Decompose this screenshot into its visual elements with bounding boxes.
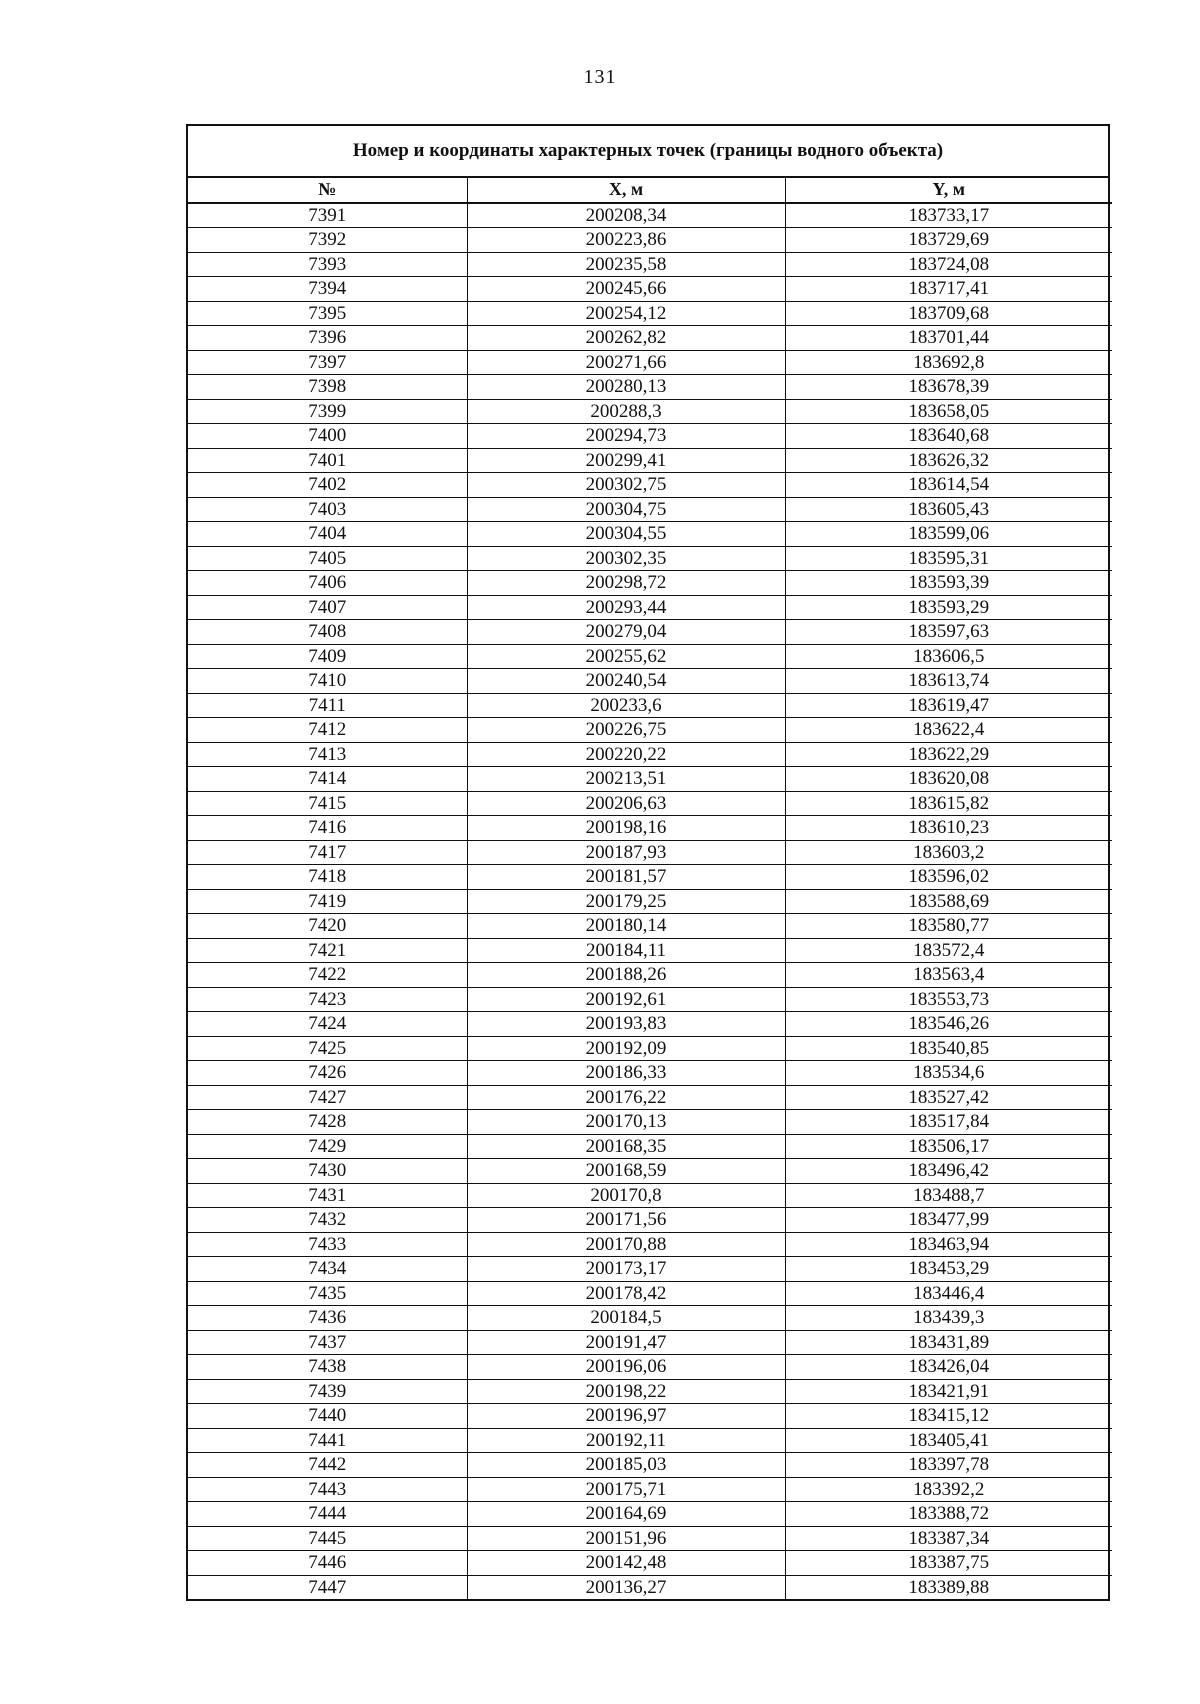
table-row bbox=[188, 1134, 1112, 1159]
cell-point-number: 7409 bbox=[188, 644, 467, 669]
cell-x-coordinate: 200170,88 bbox=[467, 1232, 785, 1257]
cell-point-number: 7427 bbox=[188, 1085, 467, 1110]
page-number: 131 bbox=[583, 66, 617, 88]
cell-point-number: 7431 bbox=[188, 1183, 467, 1208]
cell-point-number: 7403 bbox=[188, 497, 467, 522]
table-row bbox=[188, 1404, 1112, 1429]
table-row bbox=[188, 816, 1112, 841]
table-row bbox=[188, 987, 1112, 1012]
cell-point-number: 7416 bbox=[188, 816, 467, 841]
table-row bbox=[188, 889, 1112, 914]
cell-x-coordinate: 200164,69 bbox=[467, 1502, 785, 1527]
cell-y-coordinate: 183572,4 bbox=[785, 938, 1112, 963]
cell-y-coordinate: 183580,77 bbox=[785, 914, 1112, 939]
cell-x-coordinate: 200179,25 bbox=[467, 889, 785, 914]
cell-x-coordinate: 200175,71 bbox=[467, 1477, 785, 1502]
cell-y-coordinate: 183724,08 bbox=[785, 252, 1112, 277]
cell-x-coordinate: 200184,5 bbox=[467, 1306, 785, 1331]
cell-point-number: 7406 bbox=[188, 571, 467, 596]
coordinates-table bbox=[188, 178, 1112, 1599]
table-row bbox=[188, 1257, 1112, 1282]
table-row bbox=[188, 448, 1112, 473]
cell-x-coordinate: 200142,48 bbox=[467, 1551, 785, 1576]
cell-x-coordinate: 200245,66 bbox=[467, 277, 785, 302]
table-row bbox=[188, 1159, 1112, 1184]
table-row bbox=[188, 1502, 1112, 1527]
cell-point-number: 7394 bbox=[188, 277, 467, 302]
table-row bbox=[188, 620, 1112, 645]
cell-point-number: 7402 bbox=[188, 473, 467, 498]
cell-x-coordinate: 200226,75 bbox=[467, 718, 785, 743]
table-row bbox=[188, 571, 1112, 596]
cell-point-number: 7401 bbox=[188, 448, 467, 473]
table-row bbox=[188, 277, 1112, 302]
cell-point-number: 7441 bbox=[188, 1428, 467, 1453]
cell-point-number: 7412 bbox=[188, 718, 467, 743]
cell-y-coordinate: 183527,42 bbox=[785, 1085, 1112, 1110]
cell-x-coordinate: 200255,62 bbox=[467, 644, 785, 669]
cell-y-coordinate: 183506,17 bbox=[785, 1134, 1112, 1159]
table-title: Номер и координаты характерных точек (границы водного объекта) bbox=[188, 126, 1108, 178]
cell-point-number: 7411 bbox=[188, 693, 467, 718]
table-row bbox=[188, 228, 1112, 253]
cell-x-coordinate: 200302,75 bbox=[467, 473, 785, 498]
cell-point-number: 7447 bbox=[188, 1575, 467, 1599]
table-row bbox=[188, 1061, 1112, 1086]
cell-point-number: 7419 bbox=[188, 889, 467, 914]
cell-x-coordinate: 200184,11 bbox=[467, 938, 785, 963]
cell-y-coordinate: 183606,5 bbox=[785, 644, 1112, 669]
cell-point-number: 7443 bbox=[188, 1477, 467, 1502]
cell-point-number: 7445 bbox=[188, 1526, 467, 1551]
cell-point-number: 7444 bbox=[188, 1502, 467, 1527]
cell-y-coordinate: 183421,91 bbox=[785, 1379, 1112, 1404]
cell-y-coordinate: 183620,08 bbox=[785, 767, 1112, 792]
table-row bbox=[188, 1551, 1112, 1576]
cell-y-coordinate: 183388,72 bbox=[785, 1502, 1112, 1527]
table-row bbox=[188, 473, 1112, 498]
cell-x-coordinate: 200136,27 bbox=[467, 1575, 785, 1599]
table-row bbox=[188, 424, 1112, 449]
cell-x-coordinate: 200193,83 bbox=[467, 1012, 785, 1037]
table-row bbox=[188, 963, 1112, 988]
cell-x-coordinate: 200173,17 bbox=[467, 1257, 785, 1282]
cell-x-coordinate: 200294,73 bbox=[467, 424, 785, 449]
cell-x-coordinate: 200298,72 bbox=[467, 571, 785, 596]
cell-x-coordinate: 200280,13 bbox=[467, 375, 785, 400]
table-row bbox=[188, 1183, 1112, 1208]
cell-y-coordinate: 183496,42 bbox=[785, 1159, 1112, 1184]
cell-point-number: 7391 bbox=[188, 203, 467, 228]
cell-y-coordinate: 183593,39 bbox=[785, 571, 1112, 596]
cell-y-coordinate: 183392,2 bbox=[785, 1477, 1112, 1502]
cell-point-number: 7405 bbox=[188, 546, 467, 571]
cell-y-coordinate: 183599,06 bbox=[785, 522, 1112, 547]
cell-x-coordinate: 200151,96 bbox=[467, 1526, 785, 1551]
table-body bbox=[188, 203, 1112, 1600]
cell-y-coordinate: 183517,84 bbox=[785, 1110, 1112, 1135]
cell-point-number: 7429 bbox=[188, 1134, 467, 1159]
cell-point-number: 7397 bbox=[188, 350, 467, 375]
table-row bbox=[188, 742, 1112, 767]
cell-point-number: 7393 bbox=[188, 252, 467, 277]
cell-y-coordinate: 183405,41 bbox=[785, 1428, 1112, 1453]
cell-y-coordinate: 183596,02 bbox=[785, 865, 1112, 890]
cell-y-coordinate: 183658,05 bbox=[785, 399, 1112, 424]
cell-y-coordinate: 183603,2 bbox=[785, 840, 1112, 865]
column-header-y: Y, м bbox=[785, 178, 1112, 203]
table-row bbox=[188, 1526, 1112, 1551]
table-row bbox=[188, 1453, 1112, 1478]
cell-point-number: 7437 bbox=[188, 1330, 467, 1355]
table-row bbox=[188, 914, 1112, 939]
cell-x-coordinate: 200304,75 bbox=[467, 497, 785, 522]
cell-point-number: 7434 bbox=[188, 1257, 467, 1282]
cell-y-coordinate: 183588,69 bbox=[785, 889, 1112, 914]
cell-y-coordinate: 183389,88 bbox=[785, 1575, 1112, 1599]
table-row bbox=[188, 865, 1112, 890]
cell-y-coordinate: 183622,4 bbox=[785, 718, 1112, 743]
table-row bbox=[188, 718, 1112, 743]
cell-y-coordinate: 183614,54 bbox=[785, 473, 1112, 498]
cell-point-number: 7417 bbox=[188, 840, 467, 865]
cell-y-coordinate: 183717,41 bbox=[785, 277, 1112, 302]
table-row bbox=[188, 1355, 1112, 1380]
table-row bbox=[188, 350, 1112, 375]
cell-x-coordinate: 200187,93 bbox=[467, 840, 785, 865]
cell-y-coordinate: 183397,78 bbox=[785, 1453, 1112, 1478]
cell-y-coordinate: 183729,69 bbox=[785, 228, 1112, 253]
cell-y-coordinate: 183615,82 bbox=[785, 791, 1112, 816]
cell-point-number: 7413 bbox=[188, 742, 467, 767]
table-row bbox=[188, 1232, 1112, 1257]
table-row bbox=[188, 522, 1112, 547]
table-row bbox=[188, 791, 1112, 816]
cell-point-number: 7407 bbox=[188, 595, 467, 620]
table-row bbox=[188, 1110, 1112, 1135]
column-header-x: X, м bbox=[467, 178, 785, 203]
cell-y-coordinate: 183387,75 bbox=[785, 1551, 1112, 1576]
cell-x-coordinate: 200185,03 bbox=[467, 1453, 785, 1478]
cell-x-coordinate: 200299,41 bbox=[467, 448, 785, 473]
coordinates-table-container bbox=[186, 124, 1110, 1601]
cell-x-coordinate: 200262,82 bbox=[467, 326, 785, 351]
cell-x-coordinate: 200192,09 bbox=[467, 1036, 785, 1061]
cell-point-number: 7414 bbox=[188, 767, 467, 792]
cell-y-coordinate: 183622,29 bbox=[785, 742, 1112, 767]
cell-x-coordinate: 200170,13 bbox=[467, 1110, 785, 1135]
cell-y-coordinate: 183534,6 bbox=[785, 1061, 1112, 1086]
table-header-row bbox=[188, 178, 1112, 203]
table-row bbox=[188, 1330, 1112, 1355]
cell-y-coordinate: 183453,29 bbox=[785, 1257, 1112, 1282]
cell-x-coordinate: 200196,06 bbox=[467, 1355, 785, 1380]
table-row bbox=[188, 767, 1112, 792]
cell-point-number: 7398 bbox=[188, 375, 467, 400]
cell-point-number: 7424 bbox=[188, 1012, 467, 1037]
cell-x-coordinate: 200271,66 bbox=[467, 350, 785, 375]
table-row bbox=[188, 1036, 1112, 1061]
cell-x-coordinate: 200279,04 bbox=[467, 620, 785, 645]
table-row bbox=[188, 1379, 1112, 1404]
cell-y-coordinate: 183701,44 bbox=[785, 326, 1112, 351]
cell-point-number: 7440 bbox=[188, 1404, 467, 1429]
cell-x-coordinate: 200213,51 bbox=[467, 767, 785, 792]
cell-point-number: 7423 bbox=[188, 987, 467, 1012]
cell-y-coordinate: 183563,4 bbox=[785, 963, 1112, 988]
cell-x-coordinate: 200254,12 bbox=[467, 301, 785, 326]
table-row bbox=[188, 644, 1112, 669]
cell-y-coordinate: 183439,3 bbox=[785, 1306, 1112, 1331]
cell-point-number: 7395 bbox=[188, 301, 467, 326]
table-row bbox=[188, 252, 1112, 277]
cell-x-coordinate: 200168,35 bbox=[467, 1134, 785, 1159]
table-row bbox=[188, 203, 1112, 228]
cell-x-coordinate: 200178,42 bbox=[467, 1281, 785, 1306]
cell-point-number: 7408 bbox=[188, 620, 467, 645]
cell-x-coordinate: 200192,61 bbox=[467, 987, 785, 1012]
cell-point-number: 7400 bbox=[188, 424, 467, 449]
cell-x-coordinate: 200192,11 bbox=[467, 1428, 785, 1453]
cell-x-coordinate: 200176,22 bbox=[467, 1085, 785, 1110]
cell-x-coordinate: 200302,35 bbox=[467, 546, 785, 571]
cell-point-number: 7442 bbox=[188, 1453, 467, 1478]
cell-y-coordinate: 183415,12 bbox=[785, 1404, 1112, 1429]
cell-x-coordinate: 200223,86 bbox=[467, 228, 785, 253]
cell-point-number: 7432 bbox=[188, 1208, 467, 1233]
table-row bbox=[188, 375, 1112, 400]
cell-point-number: 7425 bbox=[188, 1036, 467, 1061]
cell-y-coordinate: 183553,73 bbox=[785, 987, 1112, 1012]
table-row bbox=[188, 546, 1112, 571]
table-row bbox=[188, 938, 1112, 963]
cell-y-coordinate: 183426,04 bbox=[785, 1355, 1112, 1380]
cell-y-coordinate: 183610,23 bbox=[785, 816, 1112, 841]
cell-point-number: 7399 bbox=[188, 399, 467, 424]
cell-y-coordinate: 183709,68 bbox=[785, 301, 1112, 326]
table-row bbox=[188, 693, 1112, 718]
cell-y-coordinate: 183613,74 bbox=[785, 669, 1112, 694]
table-row bbox=[188, 326, 1112, 351]
cell-y-coordinate: 183678,39 bbox=[785, 375, 1112, 400]
cell-y-coordinate: 183546,26 bbox=[785, 1012, 1112, 1037]
cell-point-number: 7433 bbox=[188, 1232, 467, 1257]
cell-x-coordinate: 200191,47 bbox=[467, 1330, 785, 1355]
table-row bbox=[188, 1575, 1112, 1599]
cell-x-coordinate: 200235,58 bbox=[467, 252, 785, 277]
cell-x-coordinate: 200304,55 bbox=[467, 522, 785, 547]
cell-point-number: 7438 bbox=[188, 1355, 467, 1380]
cell-y-coordinate: 183463,94 bbox=[785, 1232, 1112, 1257]
cell-x-coordinate: 200170,8 bbox=[467, 1183, 785, 1208]
cell-y-coordinate: 183733,17 bbox=[785, 203, 1112, 228]
cell-y-coordinate: 183477,99 bbox=[785, 1208, 1112, 1233]
cell-x-coordinate: 200240,54 bbox=[467, 669, 785, 694]
cell-x-coordinate: 200233,6 bbox=[467, 693, 785, 718]
cell-point-number: 7439 bbox=[188, 1379, 467, 1404]
cell-y-coordinate: 183626,32 bbox=[785, 448, 1112, 473]
table-row bbox=[188, 1208, 1112, 1233]
cell-y-coordinate: 183605,43 bbox=[785, 497, 1112, 522]
cell-point-number: 7422 bbox=[188, 963, 467, 988]
cell-point-number: 7420 bbox=[188, 914, 467, 939]
cell-point-number: 7430 bbox=[188, 1159, 467, 1184]
table-row bbox=[188, 1085, 1112, 1110]
cell-y-coordinate: 183431,89 bbox=[785, 1330, 1112, 1355]
cell-point-number: 7392 bbox=[188, 228, 467, 253]
cell-x-coordinate: 200168,59 bbox=[467, 1159, 785, 1184]
table-row bbox=[188, 1012, 1112, 1037]
cell-x-coordinate: 200288,3 bbox=[467, 399, 785, 424]
cell-y-coordinate: 183692,8 bbox=[785, 350, 1112, 375]
cell-point-number: 7436 bbox=[188, 1306, 467, 1331]
table-row bbox=[188, 1306, 1112, 1331]
cell-x-coordinate: 200220,22 bbox=[467, 742, 785, 767]
table-row bbox=[188, 1281, 1112, 1306]
table-row bbox=[188, 840, 1112, 865]
cell-point-number: 7421 bbox=[188, 938, 467, 963]
cell-x-coordinate: 200180,14 bbox=[467, 914, 785, 939]
cell-x-coordinate: 200206,63 bbox=[467, 791, 785, 816]
table-row bbox=[188, 1477, 1112, 1502]
table-row bbox=[188, 399, 1112, 424]
cell-point-number: 7418 bbox=[188, 865, 467, 890]
cell-y-coordinate: 183597,63 bbox=[785, 620, 1112, 645]
cell-y-coordinate: 183619,47 bbox=[785, 693, 1112, 718]
cell-y-coordinate: 183640,68 bbox=[785, 424, 1112, 449]
cell-x-coordinate: 200171,56 bbox=[467, 1208, 785, 1233]
cell-point-number: 7404 bbox=[188, 522, 467, 547]
table-row bbox=[188, 595, 1112, 620]
cell-y-coordinate: 183593,29 bbox=[785, 595, 1112, 620]
cell-y-coordinate: 183387,34 bbox=[785, 1526, 1112, 1551]
table-row bbox=[188, 669, 1112, 694]
cell-y-coordinate: 183488,7 bbox=[785, 1183, 1112, 1208]
cell-x-coordinate: 200196,97 bbox=[467, 1404, 785, 1429]
cell-point-number: 7415 bbox=[188, 791, 467, 816]
cell-point-number: 7435 bbox=[188, 1281, 467, 1306]
cell-point-number: 7410 bbox=[188, 669, 467, 694]
cell-y-coordinate: 183595,31 bbox=[785, 546, 1112, 571]
cell-y-coordinate: 183446,4 bbox=[785, 1281, 1112, 1306]
cell-x-coordinate: 200293,44 bbox=[467, 595, 785, 620]
cell-y-coordinate: 183540,85 bbox=[785, 1036, 1112, 1061]
table-row bbox=[188, 1428, 1112, 1453]
cell-x-coordinate: 200188,26 bbox=[467, 963, 785, 988]
cell-point-number: 7446 bbox=[188, 1551, 467, 1576]
column-header-number: № bbox=[188, 178, 467, 203]
cell-x-coordinate: 200186,33 bbox=[467, 1061, 785, 1086]
cell-point-number: 7426 bbox=[188, 1061, 467, 1086]
cell-x-coordinate: 200198,16 bbox=[467, 816, 785, 841]
table-row bbox=[188, 301, 1112, 326]
cell-x-coordinate: 200208,34 bbox=[467, 203, 785, 228]
table-row bbox=[188, 497, 1112, 522]
cell-x-coordinate: 200198,22 bbox=[467, 1379, 785, 1404]
cell-point-number: 7428 bbox=[188, 1110, 467, 1135]
cell-x-coordinate: 200181,57 bbox=[467, 865, 785, 890]
cell-point-number: 7396 bbox=[188, 326, 467, 351]
